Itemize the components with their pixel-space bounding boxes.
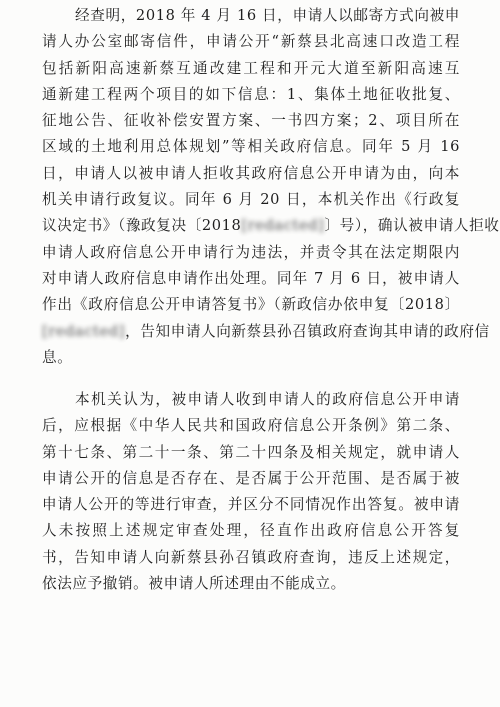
paragraph-line: 包括新阳高速新蔡互通改建工程和开元大道至新阳高速互 [42, 59, 460, 77]
paragraph-line: 息。 [42, 348, 73, 366]
paragraph-line: 作出《政府信息公开申请答复书》（新政信办依申复〔2018〕 [42, 296, 460, 314]
redacted-reply-number: [redacted] [42, 322, 126, 340]
paragraph-line: 申请人公开的等进行审查，并区分不同情况作出答复。被申请 [42, 496, 460, 514]
paragraph-line: 人未按照上述规定审查处理，径直作出政府信息公开答复 [42, 522, 460, 540]
paragraph-line: 经查明，2018 年 4 月 16 日，申请人以邮寄方式向被申 [75, 7, 460, 24]
paragraph-line: 征地公告、征收补偿安置方案、一书四方案；2、项目所在 [42, 112, 460, 130]
paragraph-line: 日，申请人以被申请人拒收其政府信息公开申请为由，向本 [42, 164, 460, 182]
line-text: ，告知申请人向新蔡县孙召镇政府查询其申请的政府信 [125, 322, 490, 340]
paragraph-line: 依法应予撤销。被申请人所述理由不能成立。 [42, 575, 346, 593]
line-text: 〕号），确认被申请人拒收 [324, 217, 500, 235]
paragraph-line: 区域的土地利用总体规划”等相关政府信息。同年 5 月 16 [42, 138, 460, 156]
paragraph-opinion [42, 387, 460, 597]
paragraph-line [42, 319, 490, 345]
paragraph-line: 书，告知申请人向新蔡县孙召镇政府查询，违反上述规定， [42, 548, 460, 566]
line-text: 议决定书》（豫政复决〔2018 [42, 217, 242, 235]
paragraph-line: 第十七条、第二十一条、第二十四条及相关规定，就申请人 [42, 443, 460, 461]
paragraph-line: 对申请人政府信息申请作出处理。同年 7 月 6 日，被申请人 [42, 269, 460, 287]
paragraph-line: 申请公开的信息是否存在、是否属于公开范围、是否属于被 [42, 469, 460, 487]
paragraph-line: 机关申请行政复议。同年 6 月 20 日，本机关作出《行政复 [42, 191, 460, 209]
redacted-case-number: [redacted] [241, 217, 325, 235]
paragraph-line: 请人办公室邮寄信件，申请公开“新蔡县北高速口改造工程 [42, 33, 460, 51]
paragraph-line: 通新建工程两个项目的如下信息：1、集体土地征收批复、 [42, 85, 460, 103]
paragraph-line [42, 213, 500, 239]
paragraph-line: 申请人政府信息公开申请行为违法，并责令其在法定期限内 [42, 243, 460, 261]
paragraph-findings [42, 3, 500, 371]
paragraph-line: 本机关认为，被申请人收到申请人的政府信息公开申请 [75, 391, 460, 408]
paragraph-line: 后，应根据《中华人民共和国政府信息公开条例》第二条、 [42, 417, 460, 435]
